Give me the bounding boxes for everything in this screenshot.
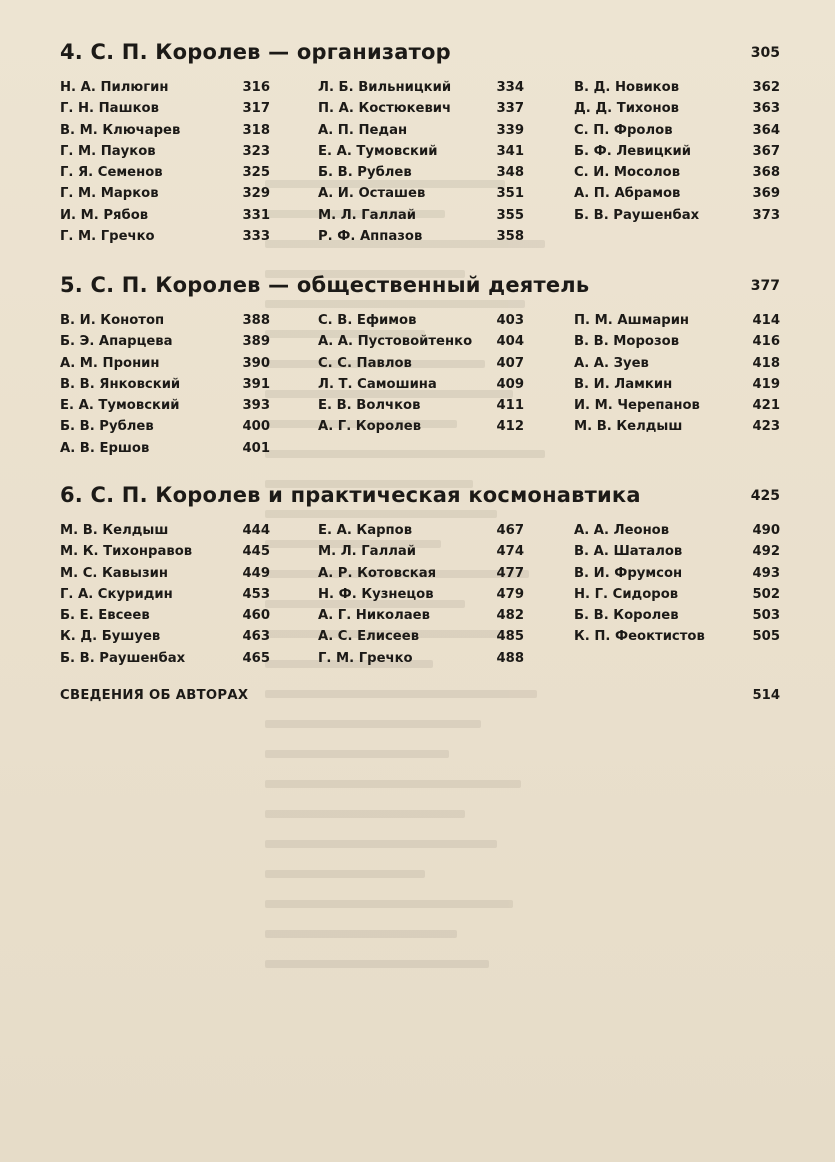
entry-page-number: 367	[752, 143, 780, 159]
contents-entry	[318, 587, 524, 608]
section-title: 4. С. П. Королев — организатор	[60, 40, 451, 64]
entry-author-name: А. Р. Котовская	[318, 565, 437, 581]
entry-author-name: Г. Я. Семенов	[60, 165, 163, 181]
entry-page-number: 333	[242, 229, 270, 245]
entry-page-number: 401	[242, 440, 270, 456]
entry-page-number: 358	[496, 229, 524, 245]
about-authors-row	[60, 688, 780, 712]
entry-page-number: 412	[496, 419, 524, 435]
entry-author-name: А. Г. Королев	[318, 419, 422, 435]
contents-entry	[318, 544, 524, 565]
entry-page-number: 485	[496, 629, 524, 645]
section-4	[60, 40, 780, 245]
entry-author-name: В. А. Шаталов	[574, 544, 683, 560]
entry-author-name: А. Г. Николаев	[318, 608, 430, 624]
entry-author-name: С. П. Фролов	[574, 122, 673, 138]
entry-author-name: К. П. Феоктистов	[574, 629, 705, 645]
contents-entry	[574, 186, 780, 207]
entry-page-number: 502	[752, 586, 780, 602]
entry-page-number: 453	[242, 586, 270, 602]
entry-page-number: 317	[242, 101, 270, 117]
contents-entry	[60, 523, 270, 544]
contents-entry	[60, 313, 270, 334]
contents-entry	[318, 313, 524, 334]
contents-entry	[574, 608, 780, 629]
entry-page-number: 337	[496, 101, 524, 117]
entry-author-name: Б. В. Рублев	[318, 165, 412, 181]
entry-page-number: 404	[496, 334, 524, 350]
entry-page-number: 488	[496, 650, 524, 666]
contents-entry	[318, 629, 524, 650]
contents-entry	[318, 377, 524, 398]
contents-entry	[60, 334, 270, 355]
entry-author-name: М. Л. Галлай	[318, 207, 417, 223]
contents-entry	[60, 398, 270, 419]
contents-entry	[318, 123, 524, 144]
entry-author-name: М. Л. Галлай	[318, 544, 417, 560]
entry-page-number: 390	[242, 355, 270, 371]
contents-entry	[60, 566, 270, 587]
entry-author-name: Е. А. Тумовский	[60, 398, 180, 414]
contents-entry	[318, 144, 524, 165]
entry-page-number: 348	[496, 165, 524, 181]
entry-author-name: Б. Ф. Левицкий	[574, 143, 692, 159]
section-heading	[60, 40, 780, 80]
contents-entry	[318, 608, 524, 629]
contents-entry	[60, 229, 270, 250]
entry-page-number: 400	[242, 419, 270, 435]
entry-page-number: 414	[752, 313, 780, 328]
contents-entry	[574, 144, 780, 165]
entry-page-number: 407	[496, 355, 524, 371]
entry-page-number: 393	[242, 398, 270, 414]
entry-author-name: Б. Е. Евсеев	[60, 608, 150, 624]
contents-entry	[60, 356, 270, 377]
entry-page-number: 363	[752, 101, 780, 117]
contents-entry	[318, 208, 524, 229]
entry-page-number: 411	[496, 398, 524, 414]
entry-column-3	[574, 523, 780, 651]
entry-page-number: 334	[496, 80, 524, 95]
entry-page-number: 351	[496, 186, 524, 202]
entry-author-name: А. И. Осташев	[318, 186, 426, 202]
entry-author-name: Б. В. Рублев	[60, 419, 154, 435]
entry-page-number: 373	[752, 207, 780, 223]
contents-entry	[318, 523, 524, 544]
contents-entry	[574, 356, 780, 377]
entry-column-1	[60, 313, 270, 462]
contents-entry	[318, 651, 524, 672]
entry-author-name: А. П. Абрамов	[574, 186, 681, 202]
entry-author-name: Г. А. Скуридин	[60, 586, 173, 602]
entry-author-name: Б. В. Раушенбах	[574, 207, 700, 223]
contents-entry	[60, 419, 270, 440]
contents-entry	[318, 165, 524, 186]
entry-author-name: Е. А. Тумовский	[318, 143, 438, 159]
entry-page-number: 325	[242, 165, 270, 181]
entry-page-number: 474	[496, 544, 524, 560]
entry-author-name: Н. А. Пилюгин	[60, 80, 169, 95]
entry-author-name: Н. Ф. Кузнецов	[318, 586, 434, 602]
entry-author-name: Г. М. Пауков	[60, 143, 156, 159]
contents-entry	[60, 544, 270, 565]
contents-entry	[574, 419, 780, 440]
contents-entry	[60, 629, 270, 650]
entry-page-number: 490	[752, 523, 780, 538]
entry-author-name: И. М. Рябов	[60, 207, 149, 223]
section-title: 5. С. П. Королев — общественный деятель	[60, 273, 590, 297]
contents-entry	[60, 651, 270, 672]
section-title: 6. С. П. Королев и практическая космонавтика	[60, 483, 641, 507]
contents-entry	[318, 356, 524, 377]
entry-column-2	[318, 313, 524, 441]
entry-page-number: 403	[496, 313, 524, 328]
entry-page-number: 329	[242, 186, 270, 202]
entry-author-name: В. И. Конотоп	[60, 313, 165, 328]
about-authors-page-number: 514	[752, 688, 780, 703]
entry-author-name: Б. В. Раушенбах	[60, 650, 186, 666]
entry-author-name: А. А. Леонов	[574, 523, 670, 538]
entry-author-name: С. С. Павлов	[318, 355, 412, 371]
contents-entry	[574, 566, 780, 587]
section-heading	[60, 273, 780, 313]
entry-page-number: 416	[752, 334, 780, 350]
contents-entry	[574, 334, 780, 355]
entry-page-number: 341	[496, 143, 524, 159]
entry-page-number: 389	[242, 334, 270, 350]
entry-author-name: Н. Г. Сидоров	[574, 586, 679, 602]
contents-entry	[60, 587, 270, 608]
contents-entry	[318, 101, 524, 122]
entry-page-number: 339	[496, 122, 524, 138]
contents-entry	[60, 123, 270, 144]
entry-author-name: В. В. Морозов	[574, 334, 680, 350]
entry-page-number: 316	[242, 80, 270, 95]
entry-author-name: К. Д. Бушуев	[60, 629, 161, 645]
entry-author-name: Г. Н. Пашков	[60, 101, 159, 117]
entry-author-name: М. В. Келдыш	[60, 523, 169, 538]
entry-page-number: 369	[752, 186, 780, 202]
entry-author-name: А. М. Пронин	[60, 355, 160, 371]
contents-entry	[318, 186, 524, 207]
contents-entry	[574, 208, 780, 229]
contents-entry	[574, 587, 780, 608]
entry-author-name: А. А. Пустовойтенко	[318, 334, 473, 350]
entry-author-name: П. А. Костюкевич	[318, 101, 452, 117]
entry-author-name: Л. Б. Вильницкий	[318, 80, 452, 95]
entry-author-name: В. В. Янковский	[60, 376, 181, 392]
entry-page-number: 368	[752, 165, 780, 181]
entry-page-number: 444	[242, 523, 270, 538]
entry-column-1	[60, 80, 270, 250]
section-page-number: 425	[750, 488, 780, 504]
contents-entry	[60, 144, 270, 165]
entry-author-name: А. П. Педан	[318, 122, 408, 138]
entry-author-name: И. М. Черепанов	[574, 398, 700, 414]
entry-column-3	[574, 313, 780, 441]
entry-page-number: 465	[242, 650, 270, 666]
entry-page-number: 421	[752, 398, 780, 414]
entry-page-number: 323	[242, 143, 270, 159]
entry-page-number: 418	[752, 355, 780, 371]
entry-page-number: 477	[496, 565, 524, 581]
entry-page-number: 479	[496, 586, 524, 602]
entry-page-number: 505	[752, 629, 780, 645]
entry-page-number: 419	[752, 376, 780, 392]
entry-page-number: 482	[496, 608, 524, 624]
entry-author-name: С. И. Мосолов	[574, 165, 681, 181]
entry-author-name: С. В. Ефимов	[318, 313, 417, 328]
contents-entry	[574, 523, 780, 544]
entry-author-name: Е. В. Волчков	[318, 398, 421, 414]
entry-page-number: 449	[242, 565, 270, 581]
entry-page-number: 355	[496, 207, 524, 223]
entry-page-number: 362	[752, 80, 780, 95]
entry-author-name: Д. Д. Тихонов	[574, 101, 680, 117]
contents-entry	[574, 101, 780, 122]
contents-entry	[574, 123, 780, 144]
entry-author-name: М. В. Келдыш	[574, 419, 683, 435]
entry-author-name: А. А. Зуев	[574, 355, 649, 371]
contents-entry	[60, 608, 270, 629]
contents-entry	[60, 101, 270, 122]
entry-author-name: А. В. Ершов	[60, 440, 150, 456]
entry-page-number: 467	[496, 523, 524, 538]
entry-author-name: П. М. Ашмарин	[574, 313, 690, 328]
about-authors-label: СВЕДЕНИЯ ОБ АВТОРАХ	[60, 688, 249, 703]
section-page-number: 377	[750, 278, 780, 294]
contents-entry	[60, 377, 270, 398]
entry-page-number: 493	[752, 565, 780, 581]
entry-page-number: 364	[752, 122, 780, 138]
entry-author-name: Г. М. Гречко	[318, 650, 413, 666]
contents-entry	[60, 186, 270, 207]
contents-entry	[60, 80, 270, 101]
contents-entry	[574, 80, 780, 101]
entry-page-number: 331	[242, 207, 270, 223]
entry-author-name: Р. Ф. Аппазов	[318, 229, 423, 245]
contents-entry	[60, 165, 270, 186]
entry-author-name: Г. М. Гречко	[60, 229, 155, 245]
entry-page-number: 423	[752, 419, 780, 435]
entry-column-3	[574, 80, 780, 229]
entry-page-number: 492	[752, 544, 780, 560]
contents-entry	[574, 313, 780, 334]
entry-author-name: М. К. Тихонравов	[60, 544, 193, 560]
entry-author-name: Е. А. Карпов	[318, 523, 413, 538]
contents-entry	[318, 80, 524, 101]
entry-author-name: В. И. Фрумсон	[574, 565, 683, 581]
entry-author-name: В. И. Ламкин	[574, 376, 673, 392]
entry-author-name: М. С. Кавызин	[60, 565, 168, 581]
entry-author-name: Б. Э. Апарцева	[60, 334, 173, 350]
contents-entry	[318, 229, 524, 250]
entry-page-number: 391	[242, 376, 270, 392]
section-5	[60, 273, 780, 456]
section-6	[60, 483, 780, 666]
entry-page-number: 463	[242, 629, 270, 645]
entry-page-number: 318	[242, 122, 270, 138]
entry-page-number: 409	[496, 376, 524, 392]
entry-author-name: А. С. Елисеев	[318, 629, 420, 645]
contents-entry	[318, 419, 524, 440]
contents-entry	[60, 208, 270, 229]
contents-entry	[574, 544, 780, 565]
entry-column-1	[60, 523, 270, 672]
entry-column-2	[318, 80, 524, 250]
entry-page-number: 460	[242, 608, 270, 624]
contents-entry	[318, 398, 524, 419]
contents-entry	[574, 165, 780, 186]
contents-entry	[574, 377, 780, 398]
entry-page-number: 503	[752, 608, 780, 624]
contents-entry	[60, 441, 270, 462]
entry-author-name: В. М. Ключарев	[60, 122, 181, 138]
section-page-number: 305	[750, 45, 780, 61]
section-heading	[60, 483, 780, 523]
contents-entry	[318, 334, 524, 355]
entry-page-number: 388	[242, 313, 270, 328]
entry-page-number: 445	[242, 544, 270, 560]
entry-author-name: Г. М. Марков	[60, 186, 159, 202]
entry-column-2	[318, 523, 524, 672]
entry-author-name: Л. Т. Самошина	[318, 376, 437, 392]
entry-author-name: Б. В. Королев	[574, 608, 679, 624]
entry-author-name: В. Д. Новиков	[574, 80, 680, 95]
contents-entry	[574, 629, 780, 650]
contents-entry	[574, 398, 780, 419]
contents-entry	[318, 566, 524, 587]
